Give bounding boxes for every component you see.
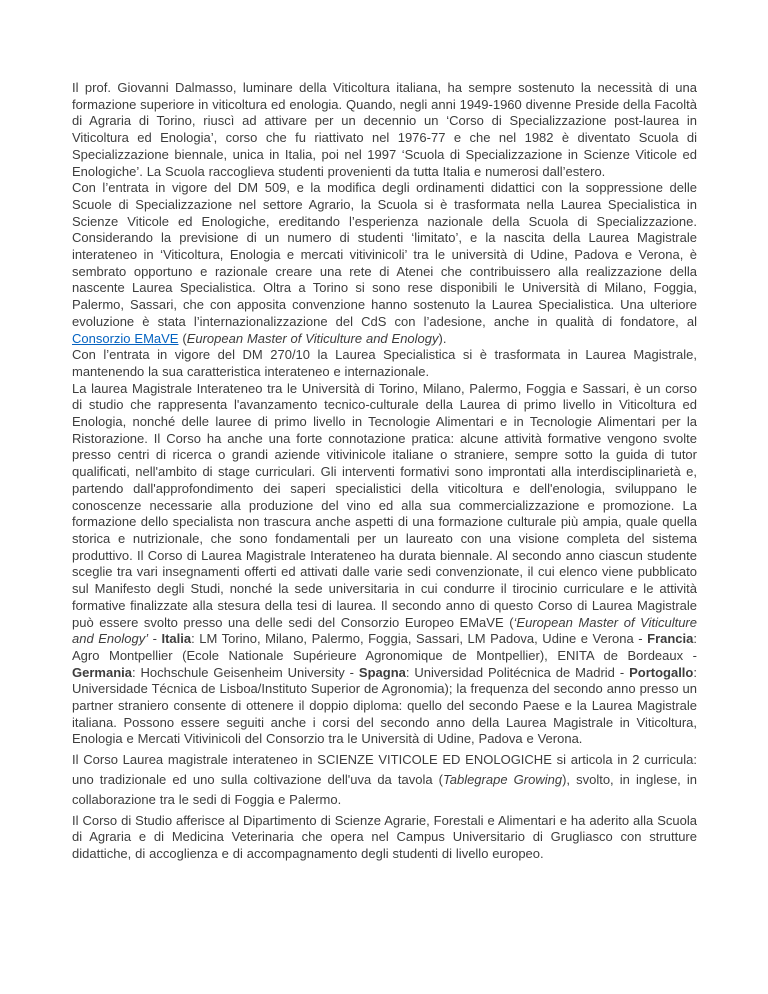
text-run: Spagna <box>358 664 406 680</box>
para-curricula <box>72 750 697 810</box>
consorzio-emave-link[interactable]: Consorzio EMaVE <box>72 330 179 346</box>
text-run: - <box>148 631 162 647</box>
text-run: ), svolto, in inglese, in collaborazione tra le sedi di Foggia e Palermo. <box>72 772 697 808</box>
text-run: Germania <box>72 664 132 680</box>
text-run: European Master of Viticulture and Enology <box>186 330 439 346</box>
para-dm509-emave <box>72 180 697 347</box>
text-run: Il prof. Giovanni Dalmasso, luminare della Viticoltura italiana, ha sempre sostenuto la necessità di una formazione superiore in viticoltura ed enologia. Quando, negli anni 1949-1960 divenne Preside della Facoltà di Agraria di Torino, riuscì ad attivare per un decennio un ‘Corso di Specializzazione post-laurea in Viticoltura ed Enologia’, corso che fu riattivato nel 1976-77 e che nel 1982 è diventato Scuola di Specializzazione biennale, unica in Italia, poi nel 1997 ‘Scuola di Specializzazione in Scienze Viticole ed Enologiche’. La Scuola raccoglieva studenti provenienti da tutta Italia e numerosi dall’estero. <box>72 80 697 179</box>
text-run: Il Corso di Studio afferisce al Dipartimento di Scienze Agrarie, Forestali e Alimentari e ha aderito alla Scuola di Agraria e di Medicina Veterinaria che opera nel Campus Universitario di Grugliasco con strutture didattiche, di accoglienza e di accompagnamento degli studenti di livello europeo. <box>72 812 697 861</box>
text-run: Portogallo <box>629 664 694 680</box>
para-dipartimento <box>72 813 697 863</box>
text-run: Con l’entrata in vigore del DM 270/10 la Laurea Specialistica si è trasformata in Laurea Magistrale, mantenendo la sua caratteristica interateneo e internazionale. <box>72 347 697 379</box>
text-run: Tablegrape Growing <box>442 772 563 788</box>
text-run: Con l’entrata in vigore del DM 509, e la modifica degli ordinamenti didattici con la soppressione delle Scuole di Specializzazione nel settore Agrario, la Scuola si è trasformata nella Laurea Specialistica in Scienze Viticole ed Enologiche, ereditando l’esperienza nazionale della Scuola di Specializzazione. Considerando la previsione di un numero di studenti ‘limitato’, e la nascita della Laurea Magistrale interateneo in ‘Viticoltura, Enologia e mercati vitivinicoli’ tra le università di Udine, Padova e Verona, è sembrato opportuno e razionale creare una rete di Atenei che contribuissero alla realizzazione della nascente Laurea Specialistica. Oltra a Torino si sono rese disponibili le Università di Milano, Foggia, Palermo, Sassari, che con apposita convenzione hanno sostenuto la Laurea Specialistica. Una ulteriore evoluzione è stata l’internazionalizzazione del CdS con l’adesione, anche in qualità di fondatore, al <box>72 180 697 329</box>
text-run: La laurea Magistrale Interateneo tra le Università di Torino, Milano, Palermo, Foggia e Sassari, è un corso di studio che rappresenta l'avanzamento tecnico-culturale della Laurea di primo livello in Viticoltura ed Enologia, nonché delle lauree di primo livello in Tecnologie Alimentari e in Tecnologie Alimentari per la Ristorazione. Il Corso ha anche una forte connotazione pratica: alcune attività formative vengono svolte presso centri di ricerca o grandi aziende vitivinicole italiane o straniere, sempre sotto la guida di tutor qualificati, nell'ambito di stage curriculari. Gli interventi formativi sono improntati alla interdisciplinarietà e, partendo dall'approfondimento dei saperi specialistici della viticoltura e dell'enologia, sviluppano le conoscenze necessarie alla produzione del vino ed alla sua commercializzazione e promozione. La formazione dello specialista non trascura anche aspetti di una formazione culturale più ampia, quale quella storica e nutrizionale, che sono fondamentali per un laureato con una visione completa del sistema produttivo. Il Corso di Laurea Magistrale Interateneo ha durata biennale. Al secondo anno ciascun studente sceglie tra vari insegnamenti offerti ed attivati dalle varie sedi convenzionate, il cui elenco viene pubblicato sul Manifesto degli Studi, nonché la sede universitaria in cui condurre il tirocinio curriculare e le attività formative finalizzate alla stesura della tesi di laurea. Il secondo anno di questo Corso di Laurea Magistrale può essere svolto presso una delle sedi del Consorzio Europeo EMaVE ( <box>72 380 697 630</box>
text-run: ‘European Master of Viticulture and Enology’ <box>72 614 697 647</box>
text-run: : Universidad Politécnica de Madrid - <box>405 664 630 680</box>
text-run: ( <box>178 330 187 346</box>
para-dalmasso-history <box>72 80 697 180</box>
para-corso-descrizione <box>72 381 697 748</box>
text-run: : LM Torino, Milano, Palermo, Foggia, Sassari, LM Padova, Udine e Verona - <box>191 631 648 647</box>
text-run: Italia <box>161 631 192 647</box>
text-run: : Hochschule Geisenheim University - <box>131 664 359 680</box>
text-run: : Universidade Técnica de Lisboa/Instituto Superior de Agronomia); la frequenza del secondo anno presso un partner straniero consente di ottenere il doppio diploma: quello del secondo Paese e la Laurea Magistrale italiana. Possono essere seguiti anche i corsi del secondo anno della Laurea Magistrale in Viticoltura, Enologia e Mercati Vitivinicoli del Consorzio tra le Università di Udine, Padova e Verona. <box>72 664 697 747</box>
text-run: ). <box>438 330 447 346</box>
text-run: Francia <box>647 631 694 647</box>
text-run: Il Corso Laurea magistrale interateneo in SCIENZE VITICOLE ED ENOLOGICHE si articola in 2 curricula: uno tradizionale ed uno sulla coltivazione dell'uva da tavola ( <box>72 752 697 788</box>
text-run: : Agro Montpellier (Ecole Nationale Supérieure Agronomique de Montpellier), ENITA de Bordeaux - <box>72 631 698 663</box>
para-dm270-magistrale <box>72 347 697 380</box>
